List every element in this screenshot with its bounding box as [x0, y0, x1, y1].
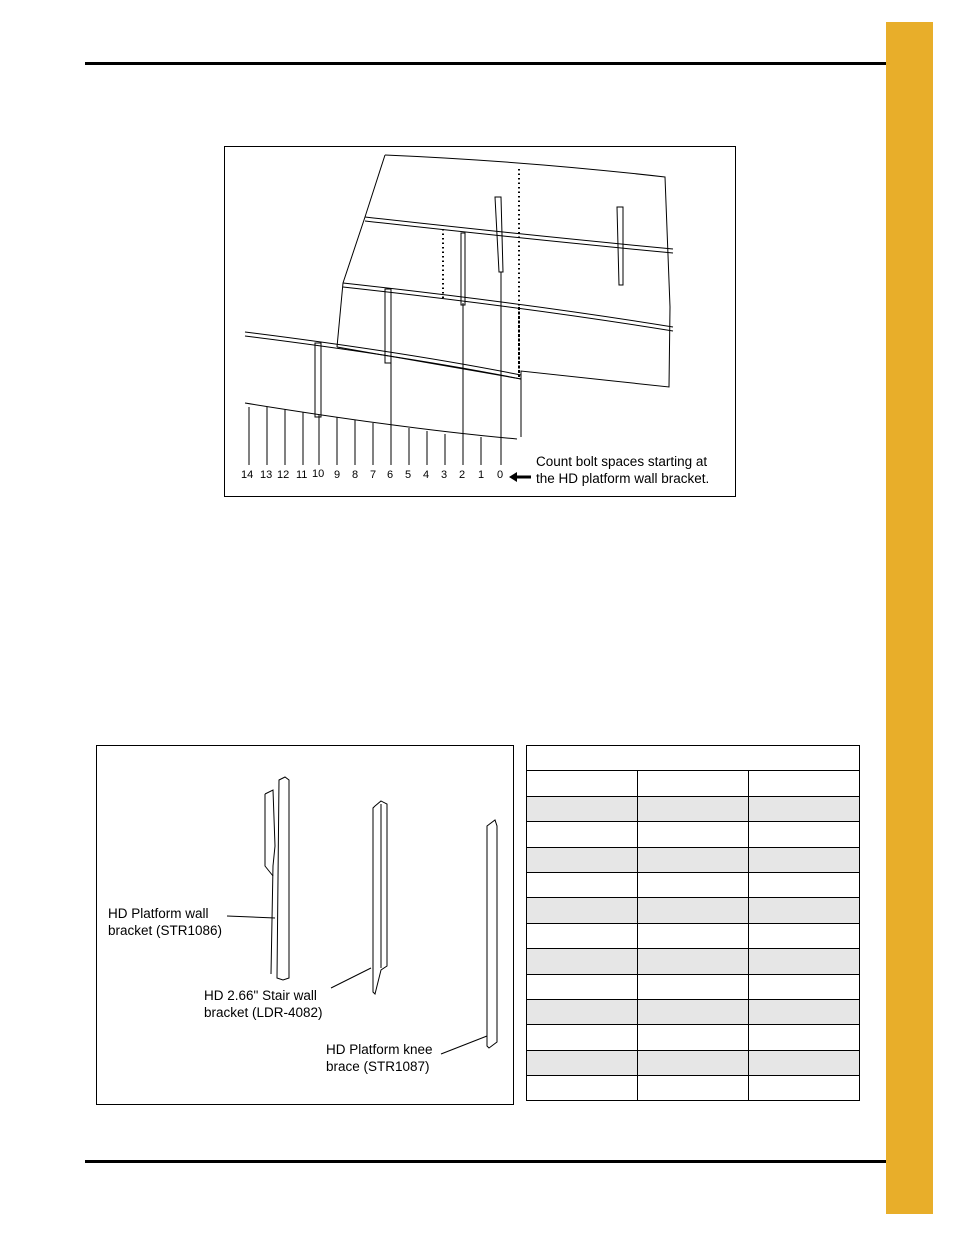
stair-bracket-label-1: HD 2.66" Stair wall	[204, 988, 317, 1003]
wall-bracket-label-1: HD Platform wall	[108, 906, 209, 921]
table-cell	[749, 1050, 860, 1075]
bin-wall-sheets-drawing	[225, 147, 735, 496]
table-cell	[527, 1076, 638, 1101]
table-cell	[527, 796, 638, 821]
footer-rule	[85, 1160, 926, 1163]
brackets-figure	[96, 745, 514, 1105]
table-row	[527, 847, 860, 872]
table-cell	[749, 847, 860, 872]
table-cell	[527, 999, 638, 1024]
table-cell	[527, 898, 638, 923]
table-cell	[638, 822, 749, 847]
table-cell	[527, 847, 638, 872]
table-row	[527, 1050, 860, 1075]
table-row	[527, 1025, 860, 1050]
knee-brace-label-2: brace (STR1087)	[326, 1059, 430, 1074]
table-cell	[749, 949, 860, 974]
table-row	[527, 796, 860, 821]
bolt-number-10: 10	[312, 468, 325, 480]
table-cell	[749, 898, 860, 923]
chapter-side-tab	[886, 22, 933, 1214]
table-row	[527, 822, 860, 847]
bolt-number-4: 4	[423, 469, 430, 481]
table-cell	[638, 898, 749, 923]
table-cell	[638, 974, 749, 999]
table-title-row	[527, 746, 860, 771]
bolt-number-5: 5	[405, 469, 412, 481]
table-header-cell	[527, 771, 638, 796]
bolt-number-13: 13	[260, 469, 273, 481]
callout-line-1: Count bolt spaces starting at	[536, 454, 708, 469]
callout-line-2: the HD platform wall bracket.	[536, 471, 710, 486]
table-cell	[527, 974, 638, 999]
table-cell	[749, 974, 860, 999]
bolt-number-1: 1	[478, 469, 485, 481]
table-header-cell	[749, 771, 860, 796]
table-row	[527, 1076, 860, 1101]
table-row	[527, 974, 860, 999]
table-title	[527, 746, 860, 771]
table-cell	[638, 923, 749, 948]
table-cell	[638, 872, 749, 897]
table-cell	[749, 923, 860, 948]
bolt-number-3: 3	[441, 469, 448, 481]
bolt-number-11: 11	[296, 469, 308, 481]
table-row	[527, 923, 860, 948]
table-cell	[527, 872, 638, 897]
wall-bracket-label-2: bracket (STR1086)	[108, 923, 223, 938]
table-cell	[749, 822, 860, 847]
table-cell	[638, 949, 749, 974]
table-cell	[638, 999, 749, 1024]
table-row	[527, 898, 860, 923]
table-cell	[638, 1076, 749, 1101]
table-cell	[527, 1050, 638, 1075]
table-cell	[527, 923, 638, 948]
table-cell	[749, 1025, 860, 1050]
header-rule	[85, 62, 926, 65]
bolt-spacing-figure	[224, 146, 736, 497]
table-cell	[638, 1025, 749, 1050]
table-row	[527, 872, 860, 897]
table-cell	[749, 999, 860, 1024]
table-cell	[638, 796, 749, 821]
knee-brace-label-1: HD Platform knee	[326, 1042, 433, 1057]
table-cell	[527, 949, 638, 974]
bolt-number-9: 9	[334, 469, 341, 481]
table-row	[527, 999, 860, 1024]
table-cell	[749, 1076, 860, 1101]
bolt-number-12: 12	[277, 469, 290, 481]
table-cell	[638, 1050, 749, 1075]
spec-table	[526, 745, 860, 1101]
bolt-number-7: 7	[370, 469, 377, 481]
bolt-number-2: 2	[459, 469, 466, 481]
table-header-cell	[638, 771, 749, 796]
table-row	[527, 949, 860, 974]
table-cell	[527, 822, 638, 847]
table-cell	[527, 1025, 638, 1050]
table-cell	[749, 872, 860, 897]
table-cell	[749, 796, 860, 821]
bolt-number-6: 6	[387, 469, 394, 481]
table-cell	[638, 847, 749, 872]
bolt-number-8: 8	[352, 469, 359, 481]
table-header-row	[527, 771, 860, 796]
bolt-number-14: 14	[241, 469, 254, 481]
bolt-number-0: 0	[497, 469, 504, 481]
stair-bracket-label-2: bracket (LDR-4082)	[204, 1005, 323, 1020]
